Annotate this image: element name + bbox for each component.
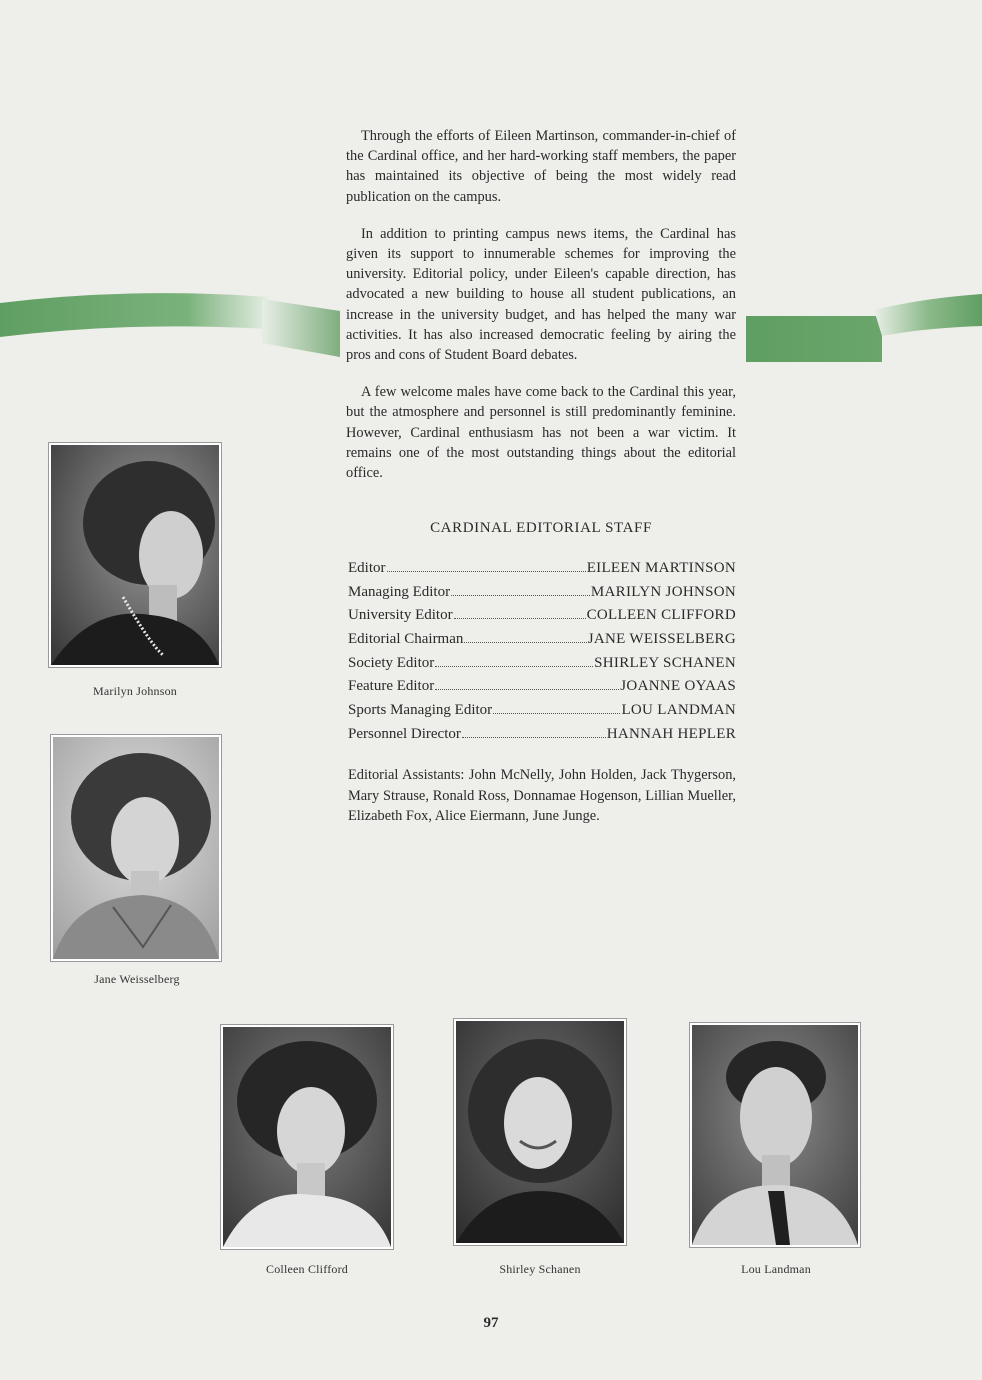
photo-caption: Shirley Schanen: [499, 1262, 581, 1276]
dot-leader: [387, 571, 586, 572]
staff-heading: CARDINAL EDITORIAL STAFF: [430, 520, 652, 536]
staff-role: Society Editor: [348, 654, 435, 671]
dot-leader: [435, 666, 593, 667]
photo-caption: Colleen Clifford: [266, 1262, 348, 1276]
article-body: [346, 126, 736, 500]
staff-role: University Editor: [348, 607, 453, 624]
staff-row: [348, 655, 736, 679]
right-ribbon-decoration: [744, 290, 982, 366]
staff-name: MARILYN JOHNSON: [590, 583, 736, 600]
dot-leader: [451, 595, 590, 596]
portrait-photo-marilyn-johnson: [49, 443, 221, 667]
staff-role: Personnel Director: [348, 725, 461, 742]
portrait-photo-jane-weisselberg: [51, 735, 221, 961]
dot-leader: [493, 713, 620, 714]
staff-row: [348, 584, 736, 608]
portrait-photo-lou-landman: [690, 1023, 860, 1247]
staff-list: [348, 560, 736, 750]
staff-name: JOANNE OYAAS: [620, 678, 736, 695]
staff-role: Managing Editor: [348, 583, 451, 600]
staff-name: HANNAH HEPLER: [606, 725, 736, 742]
staff-row: [348, 678, 736, 702]
dot-leader: [464, 642, 586, 643]
portrait-image: [456, 1021, 624, 1243]
staff-row: [348, 726, 736, 750]
photo-caption: Jane Weisselberg: [94, 972, 180, 986]
portrait-image: [51, 445, 219, 665]
photo-caption: Lou Landman: [741, 1262, 811, 1276]
staff-name: JANE WEISSELBERG: [587, 631, 736, 648]
photo-caption: Marilyn Johnson: [93, 684, 177, 698]
portrait-photo-shirley-schanen: [454, 1019, 626, 1245]
article-paragraph-2: In addition to printing campus news items, the Cardinal has given its support to innumerable schemes for improving the university. Editorial policy, under Eileen's capable direction, has advocated a new building to house all student publications, an increase in the university budget, and has helped the many war activities. It has also increased democratic feeling by airing the pros and cons of Student Board debates.: [346, 225, 736, 364]
staff-role: Editor: [348, 560, 386, 576]
staff-row: [348, 631, 736, 655]
portrait-image: [53, 737, 219, 959]
editorial-assistants: Editorial Assistants: John McNelly, John Holden, Jack Thygerson, Mary Strause, Ronald Ross, Donnamae Hogenson, Lillian Mueller, Elizabeth Fox, Alice Eiermann, June Junge.: [348, 767, 736, 824]
staff-row: [348, 560, 736, 584]
portrait-photo-colleen-clifford: [221, 1025, 393, 1249]
article-paragraph-1: Through the efforts of Eileen Martinson, commander-in-chief of the Cardinal office, and her hard-working staff members, the paper has maintained its objective of being the most widely read publication on the campus.: [346, 128, 736, 205]
staff-name: SHIRLEY SCHANEN: [594, 654, 736, 671]
portrait-image: [223, 1027, 391, 1247]
staff-row: [348, 607, 736, 631]
staff-name: LOU LANDMAN: [621, 702, 736, 719]
dot-leader: [454, 618, 586, 619]
staff-name: COLLEEN CLIFFORD: [586, 607, 736, 624]
page-number: 97: [483, 1315, 499, 1331]
staff-role: Sports Managing Editor: [348, 702, 493, 719]
staff-name: EILEEN MARTINSON: [586, 560, 736, 576]
dot-leader: [462, 737, 606, 738]
staff-role: Editorial Chairman: [348, 631, 464, 648]
dot-leader: [435, 689, 619, 690]
left-ribbon-decoration: [0, 285, 345, 365]
article-paragraph-3: A few welcome males have come back to the Cardinal this year, but the atmosphere and personnel is still predominantly feminine. However, Cardinal enthusiasm has not been a war victim. It remains one of the most outstanding things about the editorial office.: [346, 384, 736, 482]
portrait-image: [692, 1025, 858, 1245]
staff-row: [348, 702, 736, 726]
staff-role: Feature Editor: [348, 678, 435, 695]
